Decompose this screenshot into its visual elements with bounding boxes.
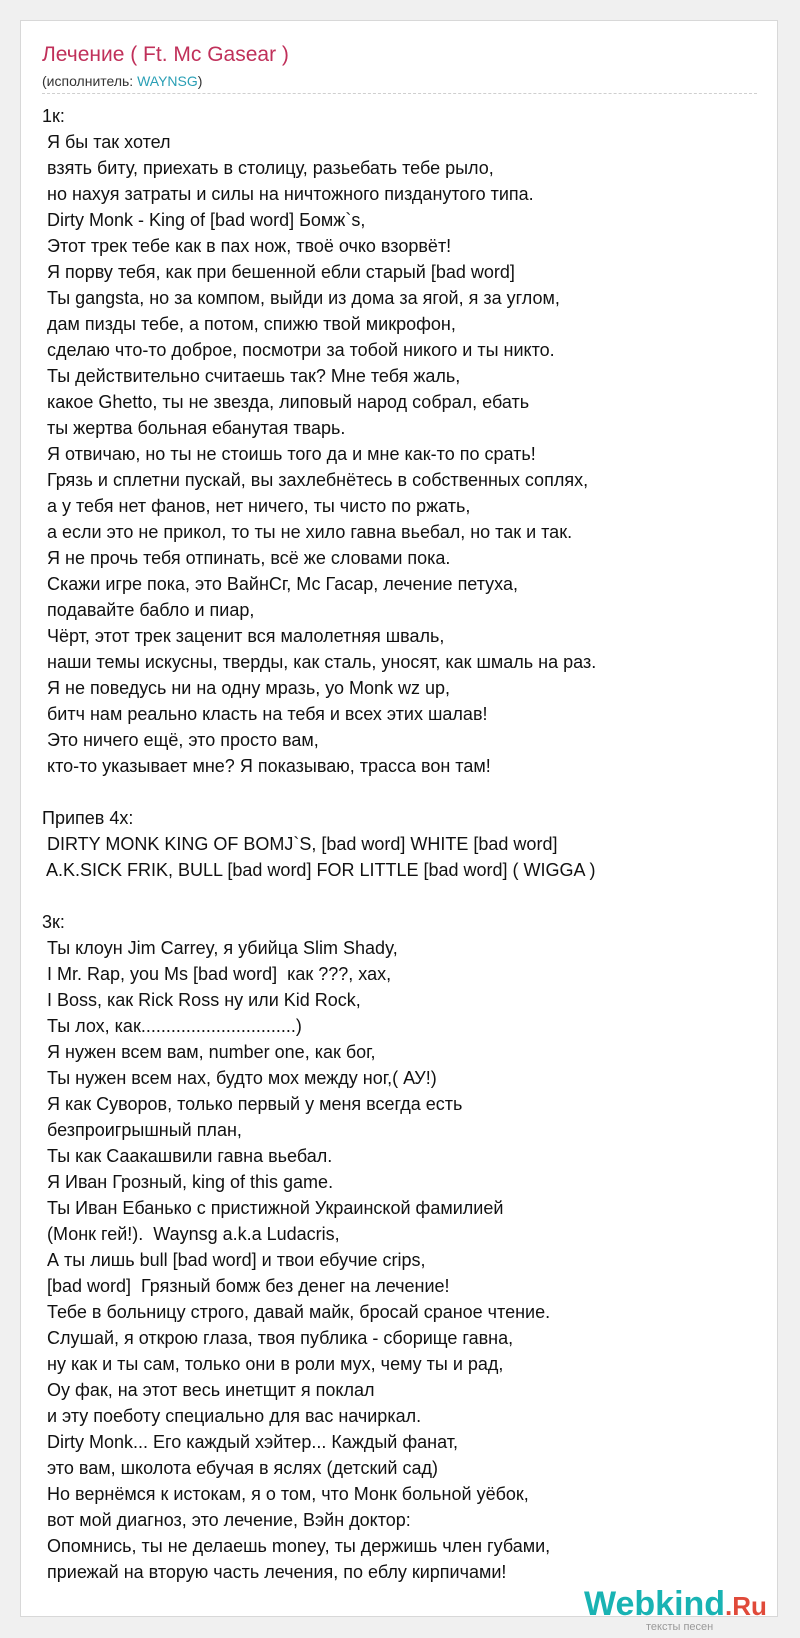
lyric-line: Этот трек тебе как в пах нож, твоё очко взорвёт!: [42, 236, 452, 256]
lyric-line: 1к:: [42, 106, 65, 126]
lyric-line: Ты нужен всем нах, будто мох между ног,( АУ!): [42, 1068, 437, 1088]
lyric-line: битч нам реально класть на тебя и всех этих шалав!: [42, 704, 488, 724]
lyric-line: Скажи игре пока, это ВайнСг, Мс Гасар, лечение петуха,: [42, 574, 518, 594]
lyric-line: Оу фак, на этот весь инетщит я поклал: [42, 1380, 375, 1400]
lyrics-card: [20, 20, 778, 1633]
lyric-line: А ты лишь bull [bad word] и твои ебучие crips,: [42, 1250, 426, 1270]
lyric-line: взять биту, приехать в столицу, разьебать тебе рыло,: [42, 158, 494, 178]
lyric-line: Это ничего ещё, это просто вам,: [42, 730, 319, 750]
lyric-line: Ты клоун Jim Carrey, я убийца Slim Shady,: [42, 938, 398, 958]
lyric-line: Ты gangsta, но за компом, выйди из дома за ягой, я за углом,: [42, 288, 560, 308]
lyric-line: Я нужен всем вам, number one, как бог,: [42, 1042, 376, 1062]
lyric-line: а если это не прикол, то ты не хило гавна вьебал, но так и так.: [42, 522, 573, 542]
lyric-line: Слушай, я открою глаза, твоя публика - сборище гавна,: [42, 1328, 514, 1348]
lyric-line: и эту поеботу специально для вас начиркал.: [42, 1406, 422, 1426]
lyric-line: кто-то указывает мне? Я показываю, трасса вон там!: [42, 756, 491, 776]
lyric-line: Dirty Monk - King of [bad word] Бомж`s,: [42, 210, 366, 230]
lyric-line: но нахуя затраты и силы на ничтожного пизданутого типа.: [42, 184, 534, 204]
lyric-line: Я порву тебя, как при бешенной ебли старый [bad word]: [42, 262, 515, 282]
lyric-line: а у тебя нет фанов, нет ничего, ты чисто по ржать,: [42, 496, 471, 516]
lyric-line: Чёрт, этот трек заценит вся малолетняя шваль,: [42, 626, 445, 646]
lyric-line: приежай на вторую часть лечения, по еблу кирпичами!: [42, 1562, 507, 1582]
lyric-line: сделаю что-то доброе, посмотри за тобой никого и ты никто.: [42, 340, 555, 360]
artist-suffix: ): [197, 73, 203, 89]
lyric-line: I Mr. Rap, you Ms [bad word] как ???, хах,: [42, 964, 392, 984]
lyric-line: наши темы искусны, тверды, как сталь, уносят, как шмаль на раз.: [42, 652, 597, 672]
lyric-line: [42, 883, 762, 909]
lyric-line: Я отвичаю, но ты не стоишь того да и мне как-то по срать!: [42, 444, 536, 464]
lyric-line: Я как Суворов, только первый у меня всегда есть: [42, 1094, 463, 1114]
song-title: Лечение ( Ft. Mc Gasear ): [42, 43, 289, 66]
logo-ru-text: .Ru: [725, 1591, 767, 1621]
lyric-line: (Монк гей!). Waynsg a.k.a Ludacris,: [42, 1224, 340, 1244]
artist-line: [42, 73, 202, 89]
lyric-line: вот мой диагноз, это лечение, Вэйн доктор:: [42, 1510, 411, 1530]
lyric-line: Тебе в больницу строго, давай майк, бросай сраное чтение.: [42, 1302, 551, 1322]
lyric-line: Я бы так хотел: [42, 132, 171, 152]
lyric-line: Я не прочь тебя отпинать, всё же словами пока.: [42, 548, 451, 568]
divider: [42, 93, 757, 94]
lyric-line: Я не поведусь ни на одну мразь, уо Monk wz up,: [42, 678, 451, 698]
lyric-line: ты жертва больная ебанутая тварь.: [42, 418, 346, 438]
lyric-line: безпроигрышный план,: [42, 1120, 242, 1140]
lyric-line: подавайте бабло и пиар,: [42, 600, 255, 620]
artist-link[interactable]: WAYNSG: [137, 73, 198, 89]
logo-subtitle: тексты песен: [646, 1621, 714, 1633]
lyric-line: [42, 779, 762, 805]
webkind-logo[interactable]: [584, 1584, 784, 1634]
lyric-line: Dirty Monk... Его каждый хэйтер... Каждый фанат,: [42, 1432, 458, 1452]
lyric-line: 3к:: [42, 912, 65, 932]
lyric-line: Ты лох, как...............................): [42, 1016, 302, 1036]
lyric-line: I Boss, как Rick Ross ну или Kid Rock,: [42, 990, 361, 1010]
logo-main-text: Webkind: [584, 1585, 726, 1623]
lyric-line: Припев 4х:: [42, 808, 134, 828]
lyric-line: Ты действительно считаешь так? Мне тебя жаль,: [42, 366, 461, 386]
lyric-line: Я Иван Грозный, king of this game.: [42, 1172, 334, 1192]
lyric-line: DIRTY MONK KING OF BOMJ`S, [bad word] WHITE [bad word]: [42, 834, 558, 854]
artist-prefix: (исполнитель:: [42, 73, 138, 89]
lyric-line: дам пизды тебе, а потом, спижю твой микрофон,: [42, 314, 456, 334]
lyric-line: Грязь и сплетни пускай, вы захлебнётесь в собственных соплях,: [42, 470, 589, 490]
lyric-line: Но вернёмся к истокам, я о том, что Монк больной уёбок,: [42, 1484, 529, 1504]
lyrics-body: [42, 103, 762, 1585]
lyric-line: A.K.SICK FRIK, BULL [bad word] FOR LITTLE [bad word] ( WIGGA ): [42, 860, 596, 880]
lyric-line: это вам, школота ебучая в яслях (детский сад): [42, 1458, 438, 1478]
lyric-line: какое Ghetto, ты не звезда, липовый народ собрал, ебать: [42, 392, 530, 412]
lyric-line: Ты Иван Ебанько с пристижной Украинской фамилией: [42, 1198, 504, 1218]
lyric-line: [bad word] Грязный бомж без денег на лечение!: [42, 1276, 450, 1296]
lyric-line: ну как и ты сам, только они в роли мух, чему ты и рад,: [42, 1354, 504, 1374]
logo-text: [584, 1584, 767, 1626]
lyric-line: Ты как Саакашвили гавна вьебал.: [42, 1146, 333, 1166]
lyric-line: Опомнись, ты не делаешь money, ты держишь член губами,: [42, 1536, 551, 1556]
